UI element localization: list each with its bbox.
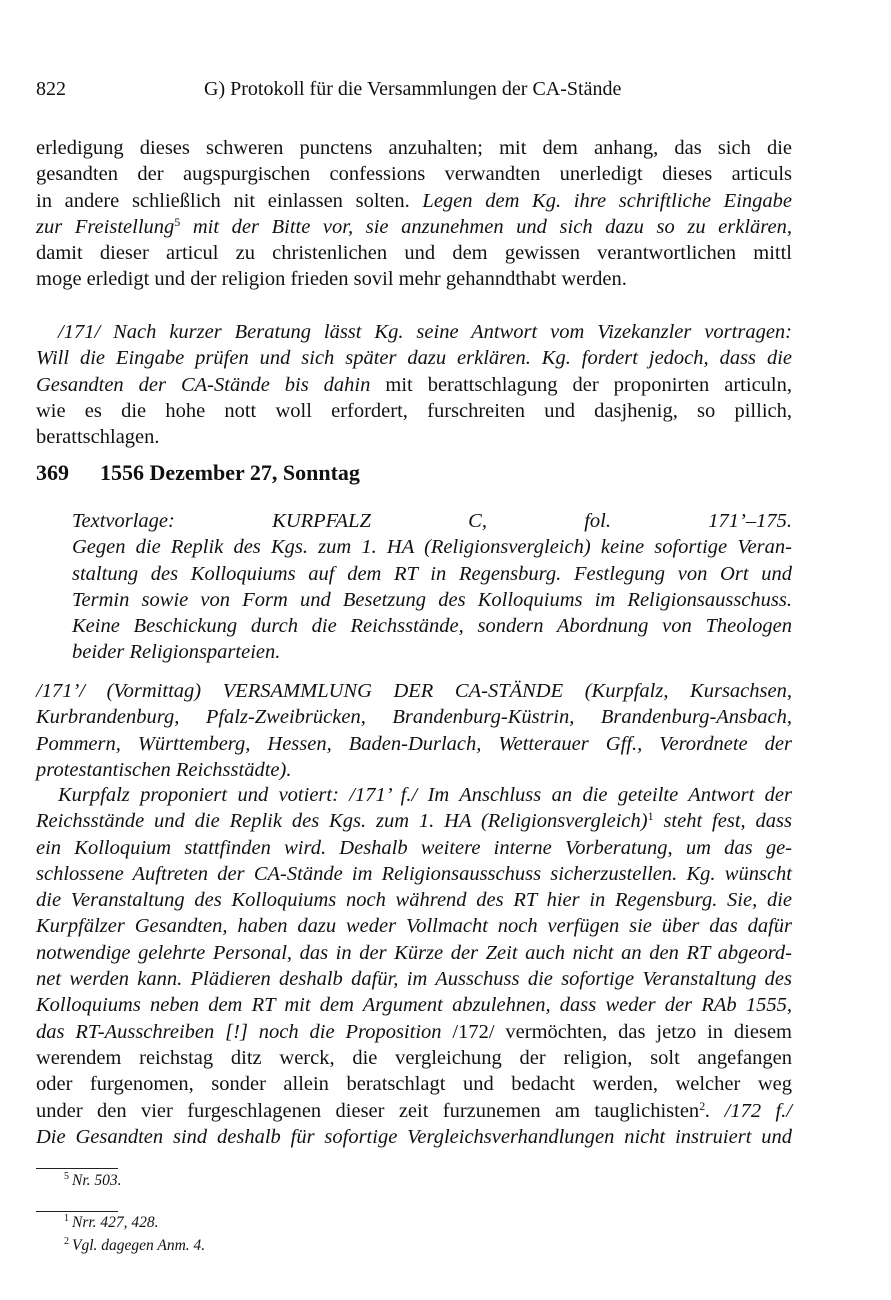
text-segment: mit berattschlagung der proponirten articuln, — [370, 373, 792, 396]
text-line — [36, 161, 792, 187]
text-line — [36, 704, 792, 730]
footnote-rule — [36, 1168, 118, 1169]
text-line — [36, 887, 792, 913]
text-segment: Kolloquiums neben dem RT mit dem Argument abzulehnen, dass weder der RAb 1555, — [36, 994, 792, 1017]
text-segment: Pommern, Württemberg, Hessen, Baden-Durlach, Wetterauer Gff., Verordnete der — [36, 732, 792, 755]
text-segment: schlossene Auftreten der CA-Stände im Religionsausschuss sicherzustellen. Kg. wünscht — [36, 862, 792, 885]
text-segment: Textvorlage: KURPFALZ C, fol. 171’–175. — [72, 510, 792, 532]
text-line — [36, 135, 792, 161]
text-line — [36, 678, 792, 704]
text-line — [36, 808, 792, 834]
text-segment: steht fest, dass — [653, 810, 792, 833]
text-segment: under den vier furgeschlagenen dieser zeit furzunemen am tauglichisten — [36, 1099, 700, 1122]
text-segment: die Veranstaltung des Kolloquiums noch während des RT hier in Regensburg. Sie, die — [36, 889, 792, 912]
text-line — [36, 1124, 792, 1150]
text-segment: Kurpfälzer Gesandten, haben dazu weder Vollmacht noch verfügen sie über das dafür — [36, 915, 792, 938]
text-segment: staltung des Kolloquiums auf dem RT in Regensburg. Festlegung von Ort und — [72, 562, 792, 585]
footnote-2: $^2$ Vgl. dagegen Anm. 4. — [64, 1236, 206, 1254]
text-segment: werendem reichstag ditz werck, die vergleichung der religion, solt angefangen — [36, 1046, 792, 1069]
text-segment: /171’/ (Vormittag) VERSAMMLUNG DER CA-STÄNDE (Kurpfalz, Kursachsen, — [36, 680, 792, 702]
text-line — [36, 266, 792, 292]
text-segment: Kurbrandenburg, Pfalz-Zweibrücken, Brandenburg-Küstrin, Brandenburg-Ansbach, — [36, 706, 792, 729]
text-segment: /171/ Nach kurzer Beratung lässt Kg. seine Antwort vom Vizekanzler vortragen: — [58, 321, 792, 343]
text-line — [36, 214, 792, 240]
footnote-5: $^5$ Nr. 503. — [64, 1171, 122, 1189]
text-segment: net werden kann. Plädieren deshalb dafür, im Ausschuss die sofortige Veranstaltung des — [36, 968, 792, 991]
text-line — [36, 345, 792, 371]
text-segment: erledigung dieses schweren punctens anzuhalten; mit dem anhang, das sich die — [36, 137, 792, 159]
text-line — [72, 587, 792, 613]
footnote-rule — [36, 1211, 118, 1212]
text-line — [36, 398, 792, 424]
text-segment: . /172 f./ — [705, 1099, 792, 1122]
text-line — [36, 188, 792, 214]
section-number: 369 — [36, 460, 69, 485]
text-segment: zur Freistellung — [36, 215, 175, 238]
text-segment: mit der Bitte vor, sie anzunehmen und sich dazu so zu erklären, — [180, 215, 792, 238]
text-segment: Will die Eingabe prüfen und sich später dazu erklären. Kg. fordert jedoch, dass die — [36, 347, 792, 370]
text-line — [36, 992, 792, 1018]
text-line — [36, 782, 792, 808]
text-segment: Termin sowie von Form und Besetzung des Kolloquiums im Religionsausschuss. — [72, 588, 792, 611]
text-segment: beider Religionsparteien. — [72, 641, 281, 664]
text-line — [36, 731, 792, 757]
text-line — [36, 757, 792, 783]
text-segment: wie es die hohe nott woll erfordert, furschreiten und dasjhenig, so pillich, — [36, 399, 792, 422]
text-line — [36, 940, 792, 966]
text-line — [36, 835, 792, 861]
text-segment: gesandten der augspurgischen confessions verwandten unerledigt dieses articuls — [36, 163, 792, 186]
text-line — [36, 1098, 792, 1124]
text-segment: notwendige gelehrte Personal, das in der Kürze der Zeit auch nicht an den RT abgeord- — [36, 941, 792, 964]
text-segment: das RT-Ausschreiben [!] noch die Proposition — [36, 1020, 442, 1043]
text-segment: ein Kolloquium stattfinden wird. Deshalb weitere interne Vorberatung, um das ge- — [36, 836, 792, 859]
paragraph-kurpfalz-vote — [36, 782, 792, 1150]
text-segment: Reichsstände und die Replik des Kgs. zum 1. HA (Religionsvergleich) — [36, 810, 648, 833]
section-title: 1556 Dezember 27, Sonntag — [100, 460, 360, 485]
footnote-ref: 5 — [174, 214, 181, 229]
text-line — [72, 613, 792, 639]
paragraph-continuation — [36, 135, 792, 293]
text-line — [36, 1019, 792, 1045]
text-segment: /172/ vermöchten, das jetzo in diesem — [441, 1020, 792, 1043]
text-line — [36, 913, 792, 939]
running-title: G) Protokoll für die Versammlungen der CA-Stände — [204, 78, 622, 100]
text-segment: oder furgenomen, sonder allein beratschlagt und bedacht werden, welcher weg — [36, 1073, 792, 1096]
text-line — [36, 240, 792, 266]
text-line — [72, 534, 792, 560]
text-line — [72, 508, 792, 534]
text-segment: Die Gesandten sind deshalb für sofortige Vergleichsverhandlungen nicht instruiert und — [36, 1125, 792, 1148]
text-segment: berattschlagen. — [36, 426, 160, 449]
text-segment: Gesandten der CA-Stände bis dahin — [36, 373, 371, 396]
text-segment: Kurpfalz proponiert und votiert: /171’ f./ Im Anschluss an die geteilte Antwort der — [58, 784, 792, 806]
text-segment: Keine Beschickung durch die Reichsstände, sondern Abordnung von Theologen — [72, 615, 792, 638]
text-segment: moge erledigt und der religion frieden sovil mehr gehanndthabt werden. — [36, 268, 627, 291]
page-number: 822 — [36, 78, 66, 100]
section-heading — [36, 460, 360, 486]
footnote-ref: 2 — [699, 1098, 706, 1113]
footnote-1: $^1$ Nrr. 427, 428. — [64, 1213, 159, 1231]
text-line — [36, 372, 792, 398]
text-line — [36, 319, 792, 345]
text-segment: in andere schließlich nit einlassen solten. — [36, 189, 423, 212]
text-segment: Legen dem Kg. ihre schriftliche Eingabe — [422, 189, 792, 212]
text-line — [36, 1045, 792, 1071]
text-line — [36, 966, 792, 992]
paragraph-king-reply — [36, 319, 792, 450]
footnote-ref: 1 — [647, 809, 654, 824]
text-line — [72, 639, 792, 665]
text-segment: Gegen die Replik des Kgs. zum 1. HA (Religionsvergleich) keine sofortige Veran- — [72, 536, 792, 559]
text-line — [72, 561, 792, 587]
source-summary — [72, 508, 792, 666]
text-line — [36, 1071, 792, 1097]
text-line — [36, 424, 792, 450]
text-segment: damit dieser articul zu christenlichen und dem gewissen verantwortlichen mittl — [36, 242, 792, 265]
text-segment: protestantischen Reichsstädte). — [36, 758, 292, 781]
text-line — [36, 861, 792, 887]
assembly-heading — [36, 678, 792, 783]
